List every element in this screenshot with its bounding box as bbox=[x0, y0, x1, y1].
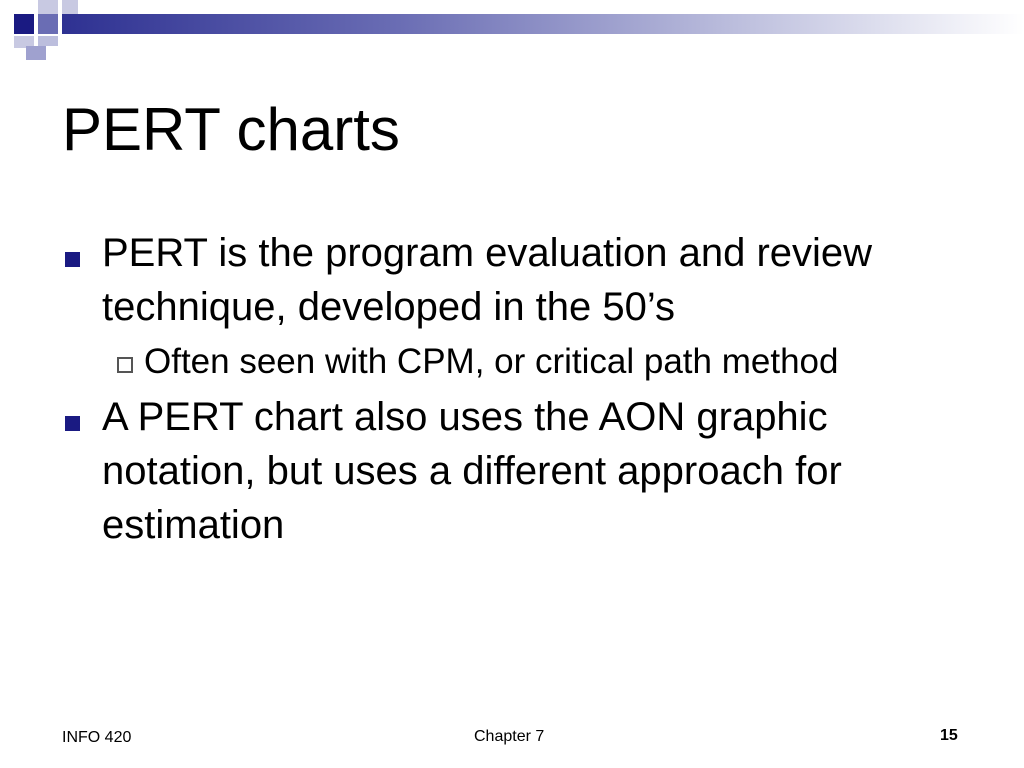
header-gradient-bar bbox=[62, 14, 1024, 34]
decor-square bbox=[38, 14, 58, 34]
page-number: 15 bbox=[940, 727, 958, 744]
decor-square bbox=[62, 0, 78, 14]
decor-square bbox=[38, 36, 58, 46]
bullet-text: PERT is the program evaluation and review technique, developed in the 50’s bbox=[102, 231, 873, 329]
hollow-square-bullet-icon bbox=[117, 357, 133, 373]
square-bullet-icon bbox=[65, 416, 80, 431]
bullet-item bbox=[62, 390, 962, 552]
footer-course: INFO 420 bbox=[62, 729, 132, 746]
bullet-text: A PERT chart also uses the AON graphic notation, but uses a different approach for estimation bbox=[102, 395, 842, 547]
decor-square bbox=[38, 0, 58, 14]
header-decoration bbox=[0, 0, 1024, 62]
square-bullet-icon bbox=[65, 252, 80, 267]
slide-content bbox=[62, 226, 962, 558]
subbullet-item bbox=[62, 340, 962, 384]
subbullet-text: Often seen with CPM, or critical path method bbox=[144, 342, 839, 381]
slide-title: PERT charts bbox=[62, 96, 400, 163]
bullet-item bbox=[62, 226, 962, 334]
decor-square bbox=[26, 46, 46, 60]
decor-square bbox=[14, 14, 34, 34]
footer-chapter: Chapter 7 bbox=[474, 728, 545, 745]
